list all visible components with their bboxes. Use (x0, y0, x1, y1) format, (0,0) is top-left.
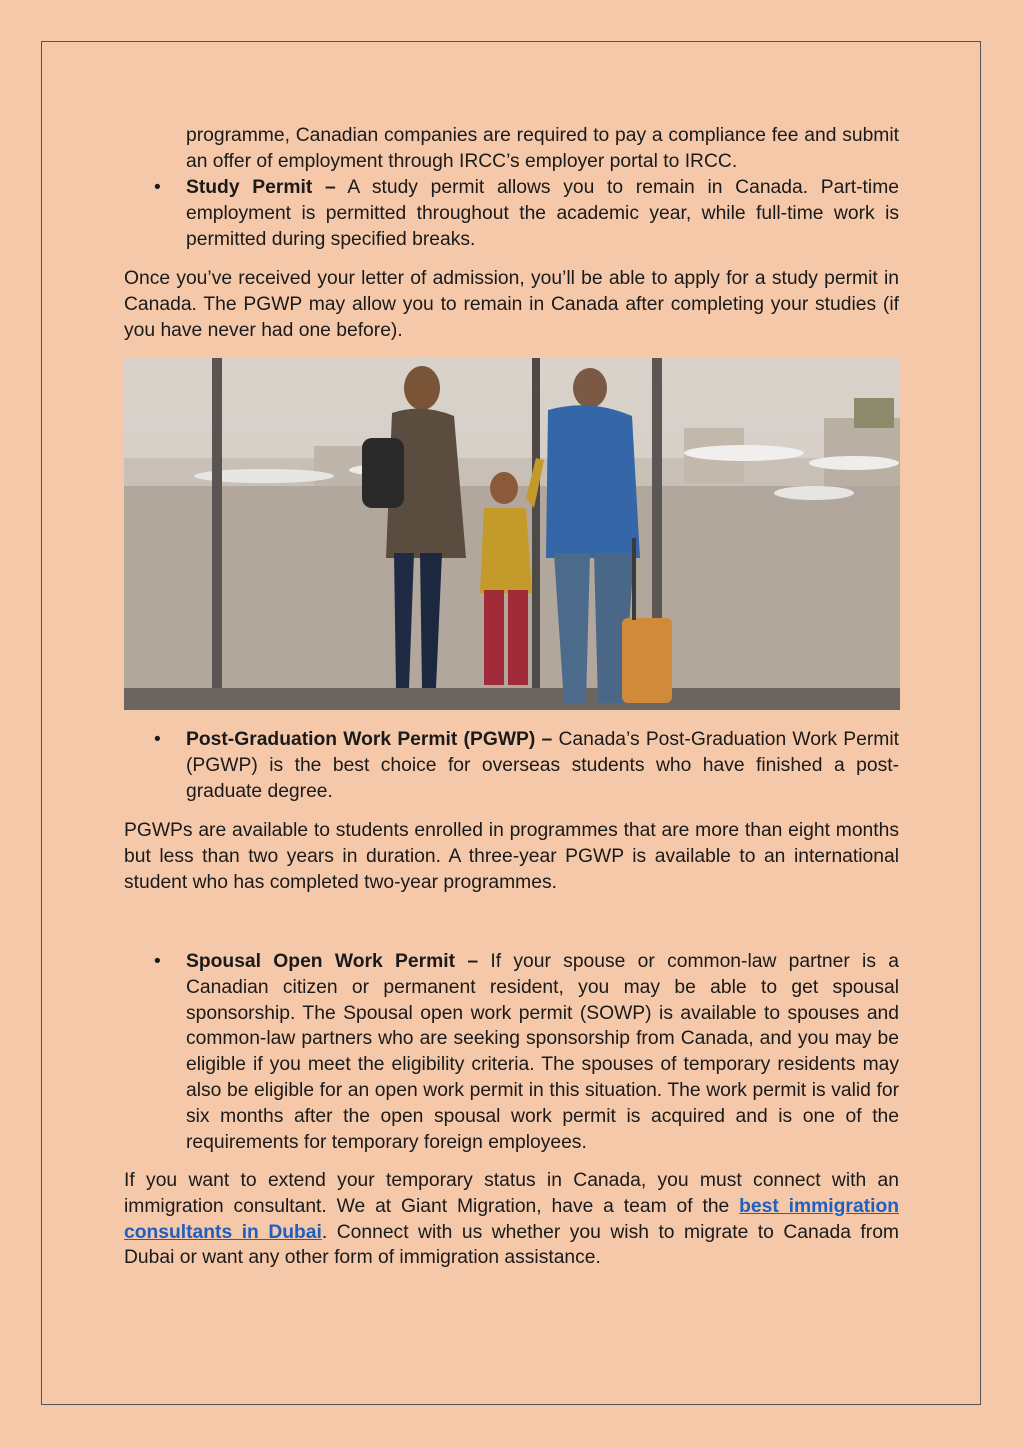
bullet-icon: • (154, 729, 161, 750)
bullet-title: Post-Graduation Work Permit (PGWP) – (186, 729, 553, 750)
paragraph-text: programme, Canadian companies are required to pay a compliance fee and submit an offer of employment through IRCC’s employer portal to IRCC. (186, 125, 899, 172)
bullet-title: Study Permit – (186, 177, 336, 198)
best-immigration-consultants-link[interactable]: best immigration consultants in Dubai (124, 1195, 899, 1243)
paragraph-pgwp (124, 818, 899, 895)
bullet-pgwp (154, 727, 899, 804)
bullet-text: If your spouse or common-law partner is a Canadian citizen or permanent resident, you may be able to get spousal sponsorship. The Spousal open work permit (SOWP) is available to spouses and common-law partners who are seeking sponsorship from Canada, and you may be eligible if you meet the eligibility criteria. The spouses of temporary residents may also be eligible for an open work permit in this situation. The work permit is valid for six months after the open spousal work permit is acquired and is one of the requirements for temporary foreign employees. (186, 951, 900, 1153)
final-text-after: . Connect with us whether you wish to migrate to Canada from Dubai or want any other form of immigration assistance. (124, 1221, 899, 1269)
bullet-text: A study permit allows you to remain in Canada. Part-time employment is permitted throughout the academic year, while full-time work is permitted during specified breaks. (186, 177, 899, 250)
paragraph-text (124, 1168, 899, 1271)
bullet-icon: • (154, 177, 161, 198)
bullet-icon: • (154, 951, 161, 972)
paragraph-final (124, 1168, 899, 1271)
final-text-before: If you want to extend your temporary status in Canada, you must connect with an immigration consultant. We at Giant Migration, have a team of the (124, 1170, 899, 1217)
family-airport-photo (124, 358, 900, 710)
paragraph-text: Once you’ve received your letter of admission, you’ll be able to apply for a study permit in Canada. The PGWP may allow you to remain in Canada after completing your studies (if you have never had one before). (124, 268, 899, 341)
paragraph-study (124, 266, 899, 343)
paragraph-text: PGWPs are available to students enrolled in programmes that are more than eight months but less than two years in duration. A three-year PGWP is available to an international student who has completed two-year programmes. (124, 820, 899, 893)
bullet-study-permit (154, 175, 899, 252)
bullet-title: Spousal Open Work Permit – (186, 951, 479, 972)
bullet-sowp (154, 949, 900, 1155)
bullet-text: Canada’s Post-Graduation Work Permit (PGWP) is the best choice for overseas students who have finished a post-graduate degree. (186, 729, 899, 802)
bullet-continuation (186, 123, 899, 175)
